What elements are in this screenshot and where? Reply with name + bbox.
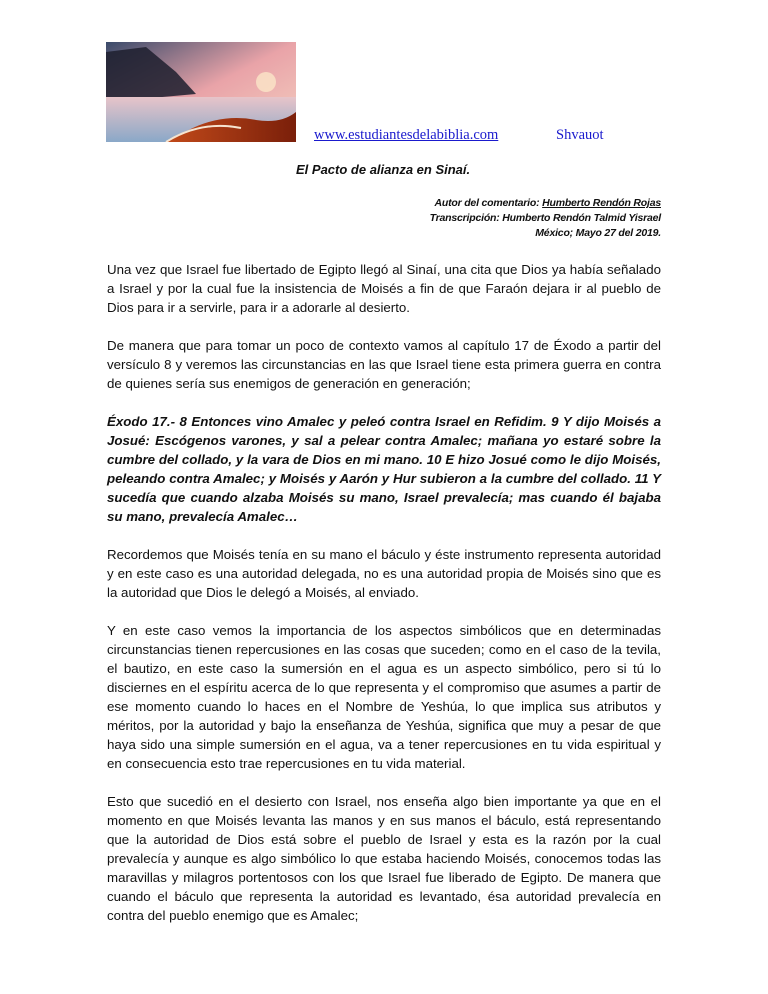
- paragraph: Esto que sucedió en el desierto con Israel, nos enseña algo bien importante ya que en el momento en que Moisés levanta las manos y en sus manos el báculo, está representando que la autoridad de Dios está sobre el pueblo de Israel y esta es la razón por la cual prevalecía y aunque es algo simbólico lo que estaba haciendo Moisés, conocemos todas las maravillas y milagros portentosos con los que Israel fue liberado de Egipto. De manera que cuando el báculo que representa la autoridad es levantado, ésa autoridad prevalecía en contra del pueblo enemigo que es Amalec;: [107, 794, 661, 923]
- credits-block: [430, 196, 661, 241]
- paragraph: Y en este caso vemos la importancia de los aspectos simbólicos que en determinadas circunstancias tienen repercusiones en las cosas que suceden; como en el caso de la tevila, el bautizo, en este caso la sumersión en el agua es un aspecto simbólico, pero si tú lo disciernes en el espíritu acerca de lo que representa y el compromiso que asumes a partir de ese momento cuando lo haces en el Nombre de Yeshúa, lo que implica sus atributos y méritos, por la autoridad y bajo la enseñanza de Yeshúa, significa que muy a pesar de que haya sido una simple sumersión en el agua, va a tener repercusiones en tu vida espiritual y en consecuencia esto trae repercusiones en tu vida material.: [107, 623, 661, 771]
- place-date-line: México; Mayo 27 del 2019.: [535, 227, 661, 239]
- bible-sunset-logo-icon: [106, 42, 296, 142]
- document-title: El Pacto de alianza en Sinaí.: [296, 162, 471, 177]
- website-link[interactable]: www.estudiantesdelabiblia.com: [314, 127, 499, 143]
- scripture-quote: Éxodo 17.- 8 Entonces vino Amalec y peleó contra Israel en Refidim. 9 Y dijo Moisés a Josué: Escógenos varones, y sal a pelear contra Amalec; mañana yo estaré sobre la cumbre del collado, y la vara de Dios en mi mano. 10 E hizo Josué como le dijo Moisés, peleando contra Amalec; y Moisés y Aarón y Hur subieron a la cumbre del collado. 11 Y sucedía que cuando alzaba Moisés su mano, Israel prevalecía; mas cuando él bajaba su mano, prevalecía Amalec…: [107, 414, 661, 524]
- author-name: Humberto Rendón Rojas: [542, 197, 661, 209]
- paragraph: Una vez que Israel fue libertado de Egipto llegó al Sinaí, una cita que Dios ya había señalado a Israel y por la cual fue la insistencia de Moisés a fin de que Faraón dejara ir al pueblo de Dios para ir a servirle, para ir a adorarle al desierto.: [107, 262, 661, 315]
- paragraph: De manera que para tomar un poco de contexto vamos al capítulo 17 de Éxodo a partir del versículo 8 y veremos las circunstancias en las que Israel tiene esta primera guerra en contra de quienes sería sus enemigos de generación en generación;: [107, 338, 661, 391]
- paragraph: Recordemos que Moisés tenía en su mano el báculo y éste instrumento representa autoridad y en este caso es una autoridad delegada, no es una autoridad propia de Moisés sino que es la autoridad que Dios le delegó a Moisés, al enviado.: [107, 547, 661, 600]
- author-line: [430, 196, 661, 211]
- header-tag: Shvauot: [556, 127, 604, 143]
- document-body: [107, 260, 661, 944]
- transcription-line: Transcripción: Humberto Rendón Talmid Yisrael: [429, 212, 661, 224]
- header-line: [314, 127, 604, 144]
- author-label: Autor del comentario:: [434, 197, 543, 209]
- logo-image: [106, 42, 296, 142]
